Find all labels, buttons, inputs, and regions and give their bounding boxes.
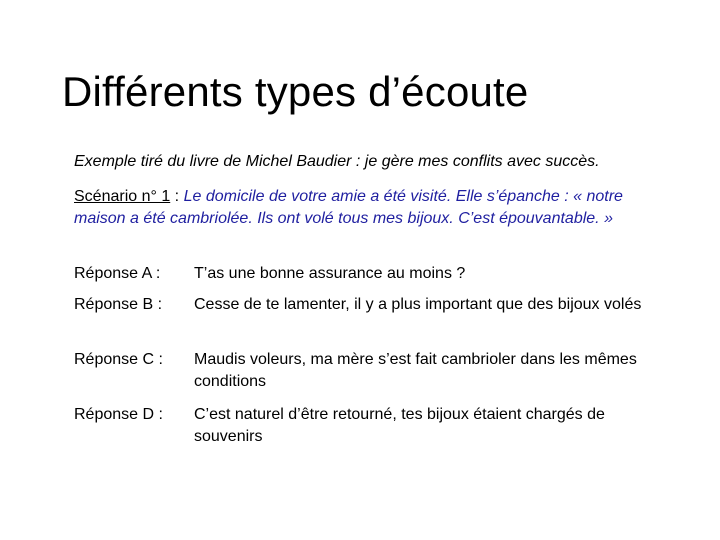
response-d-label: Réponse D : [74, 406, 163, 423]
scenario-separator: : [170, 188, 184, 205]
response-d [74, 404, 674, 448]
response-c-text: Maudis voleurs, ma mère s’est fait cambrioler dans les mêmes conditions [194, 351, 637, 390]
scenario-paragraph [74, 186, 674, 230]
response-a-label: Réponse A : [74, 265, 161, 282]
scenario-label: Scénario n° 1 [74, 188, 171, 205]
scenario-quote: Le domicile de votre amie a été visité. Elle s’épanche : « notre maison a été cambriolée. Ils ont volé tous mes bijoux. C’est épouvantable. » [74, 188, 623, 227]
response-d-text: C’est naturel d’être retourné, tes bijoux étaient chargés de souvenirs [194, 406, 605, 445]
intro-text: Exemple tiré du livre de Michel Baudier : je gère mes conflits avec succès. [74, 153, 600, 170]
response-b [74, 294, 674, 316]
response-a-text: T’as une bonne assurance au moins ? [194, 265, 466, 282]
response-a [74, 263, 674, 285]
response-c [74, 349, 674, 393]
response-b-text: Cesse de te lamenter, il y a plus important que des bijoux volés [194, 296, 642, 313]
response-c-label: Réponse C : [74, 351, 163, 368]
slide-title: Différents types d’écoute [62, 68, 529, 115]
response-b-label: Réponse B : [74, 296, 163, 313]
